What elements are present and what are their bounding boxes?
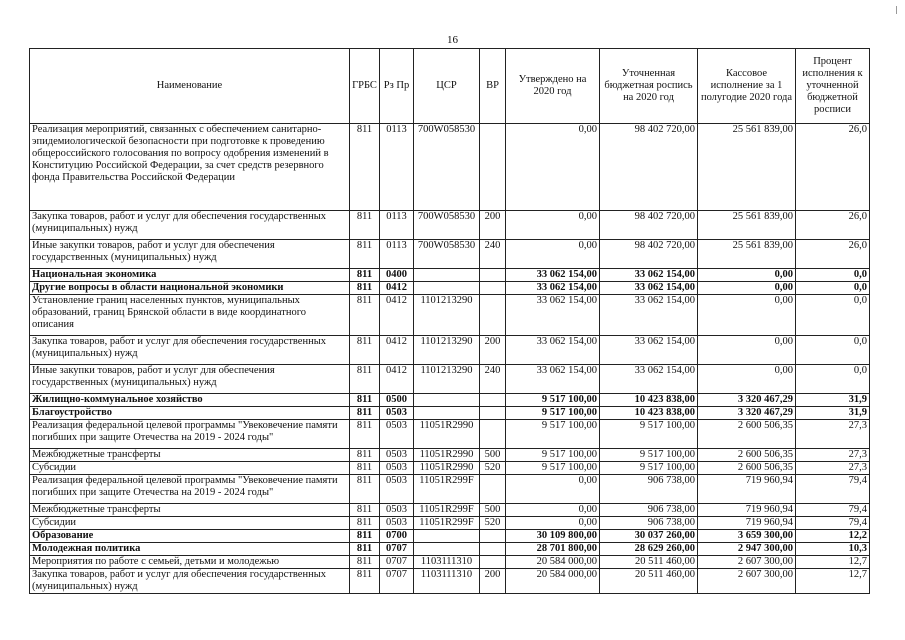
cell-approved: 9 517 100,00: [506, 462, 600, 475]
cell-csr: 700W058530: [414, 124, 480, 211]
cell-approved: 33 062 154,00: [506, 336, 600, 365]
cell-percent: 27,3: [796, 462, 870, 475]
table-row: [30, 240, 870, 269]
cell-grbs: 811: [350, 462, 380, 475]
cell-vr: 500: [480, 449, 506, 462]
cell-approved: 9 517 100,00: [506, 394, 600, 407]
cell-cash: 0,00: [698, 365, 796, 394]
header-approved: Утверждено на 2020 год: [506, 49, 600, 124]
cell-rzpr: 0707: [380, 543, 414, 556]
cell-vr: 200: [480, 211, 506, 240]
cell-grbs: 811: [350, 504, 380, 517]
cell-percent: 31,9: [796, 407, 870, 420]
cell-cash: 3 320 467,29: [698, 394, 796, 407]
cell-vr: 520: [480, 462, 506, 475]
cell-vr: [480, 420, 506, 449]
cell-csr: 700W058530: [414, 211, 480, 240]
cell-cash: 2 600 506,35: [698, 449, 796, 462]
table-row: [30, 504, 870, 517]
cell-rzpr: 0400: [380, 269, 414, 282]
cell-csr: [414, 407, 480, 420]
table-row: [30, 394, 870, 407]
cell-name: Реализация федеральной целевой программы "Увековечение памяти погибших при защите Отечества на 2019 - 2024 годы": [30, 475, 350, 504]
cell-grbs: 811: [350, 569, 380, 594]
cell-vr: [480, 530, 506, 543]
table-row: [30, 543, 870, 556]
cell-percent: 0,0: [796, 282, 870, 295]
cell-name: Закупка товаров, работ и услуг для обеспечения государственных (муниципальных) нужд: [30, 336, 350, 365]
cell-refined: 33 062 154,00: [600, 282, 698, 295]
header-refined: Уточненная бюджетная роспись на 2020 год: [600, 49, 698, 124]
cell-vr: 240: [480, 240, 506, 269]
cell-rzpr: 0412: [380, 295, 414, 336]
cell-csr: 1103111310: [414, 569, 480, 594]
cell-approved: 30 109 800,00: [506, 530, 600, 543]
cell-refined: 98 402 720,00: [600, 240, 698, 269]
table-header-row: [30, 49, 870, 124]
table-body: [30, 124, 870, 594]
cell-approved: 20 584 000,00: [506, 556, 600, 569]
cell-approved: 0,00: [506, 211, 600, 240]
cell-cash: 0,00: [698, 269, 796, 282]
cell-cash: 25 561 839,00: [698, 240, 796, 269]
table-row: [30, 407, 870, 420]
cell-csr: 11051R299F: [414, 504, 480, 517]
cell-rzpr: 0707: [380, 556, 414, 569]
cell-percent: 12,7: [796, 569, 870, 594]
cell-cash: 2 607 300,00: [698, 569, 796, 594]
header-vr: ВР: [480, 49, 506, 124]
cell-vr: 240: [480, 365, 506, 394]
cell-rzpr: 0503: [380, 449, 414, 462]
cell-percent: 26,0: [796, 211, 870, 240]
cell-cash: 2 600 506,35: [698, 462, 796, 475]
cell-name: Другие вопросы в области национальной экономики: [30, 282, 350, 295]
cell-cash: 2 600 506,35: [698, 420, 796, 449]
cell-cash: 3 320 467,29: [698, 407, 796, 420]
cell-csr: 1103111310: [414, 556, 480, 569]
table-row: [30, 295, 870, 336]
cell-refined: 98 402 720,00: [600, 124, 698, 211]
cell-csr: 11051R2990: [414, 462, 480, 475]
cell-name: Установление границ населенных пунктов, муниципальных образований, границ Брянской области в виде координатного описания: [30, 295, 350, 336]
cell-refined: 10 423 838,00: [600, 407, 698, 420]
cell-csr: [414, 282, 480, 295]
cell-grbs: 811: [350, 530, 380, 543]
cell-cash: 719 960,94: [698, 475, 796, 504]
cell-csr: [414, 394, 480, 407]
cell-csr: 11051R299F: [414, 475, 480, 504]
cell-percent: 27,3: [796, 449, 870, 462]
cell-refined: 28 629 260,00: [600, 543, 698, 556]
cell-refined: 906 738,00: [600, 504, 698, 517]
cell-grbs: 811: [350, 517, 380, 530]
header-grbs: ГРБС: [350, 49, 380, 124]
cell-percent: 79,4: [796, 475, 870, 504]
page-number: 16: [447, 34, 458, 46]
cell-name: Межбюджетные трансферты: [30, 449, 350, 462]
cell-refined: 9 517 100,00: [600, 462, 698, 475]
cell-approved: 33 062 154,00: [506, 295, 600, 336]
cell-rzpr: 0412: [380, 336, 414, 365]
cell-percent: 0,0: [796, 295, 870, 336]
cell-approved: 9 517 100,00: [506, 420, 600, 449]
cell-rzpr: 0503: [380, 407, 414, 420]
cell-vr: [480, 543, 506, 556]
cell-rzpr: 0113: [380, 124, 414, 211]
cell-vr: [480, 556, 506, 569]
cell-cash: 0,00: [698, 336, 796, 365]
cell-vr: [480, 407, 506, 420]
cell-grbs: 811: [350, 449, 380, 462]
header-rzpr: Рз Пр: [380, 49, 414, 124]
cell-name: Молодежная политика: [30, 543, 350, 556]
cell-refined: 9 517 100,00: [600, 420, 698, 449]
cell-approved: 0,00: [506, 240, 600, 269]
cell-rzpr: 0500: [380, 394, 414, 407]
cell-vr: [480, 282, 506, 295]
cell-percent: 0,0: [796, 365, 870, 394]
cell-approved: 0,00: [506, 124, 600, 211]
table-row: [30, 569, 870, 594]
cell-name: Закупка товаров, работ и услуг для обеспечения государственных (муниципальных) нужд: [30, 569, 350, 594]
cell-name: Закупка товаров, работ и услуг для обеспечения государственных (муниципальных) нужд: [30, 211, 350, 240]
cell-csr: 1101213290: [414, 336, 480, 365]
cell-approved: 33 062 154,00: [506, 365, 600, 394]
table-row: [30, 420, 870, 449]
cell-refined: 98 402 720,00: [600, 211, 698, 240]
cell-name: Субсидии: [30, 462, 350, 475]
cell-refined: 906 738,00: [600, 475, 698, 504]
cell-cash: 25 561 839,00: [698, 124, 796, 211]
table-row: [30, 269, 870, 282]
table-row: [30, 336, 870, 365]
cell-cash: 3 659 300,00: [698, 530, 796, 543]
cell-grbs: 811: [350, 556, 380, 569]
cell-vr: [480, 269, 506, 282]
cell-csr: 11051R2990: [414, 449, 480, 462]
cell-approved: 9 517 100,00: [506, 449, 600, 462]
cell-rzpr: 0503: [380, 462, 414, 475]
cell-approved: 0,00: [506, 475, 600, 504]
cell-rzpr: 0503: [380, 420, 414, 449]
cell-percent: 0,0: [796, 336, 870, 365]
cell-refined: 20 511 460,00: [600, 569, 698, 594]
cell-csr: 1101213290: [414, 295, 480, 336]
cell-percent: 12,2: [796, 530, 870, 543]
cell-rzpr: 0412: [380, 282, 414, 295]
table-row: [30, 556, 870, 569]
table-row: [30, 462, 870, 475]
cell-approved: 33 062 154,00: [506, 282, 600, 295]
cell-grbs: 811: [350, 475, 380, 504]
cell-grbs: 811: [350, 282, 380, 295]
cell-percent: 10,3: [796, 543, 870, 556]
cell-approved: 20 584 000,00: [506, 569, 600, 594]
cell-vr: 520: [480, 517, 506, 530]
cell-name: Благоустройство: [30, 407, 350, 420]
cell-refined: 10 423 838,00: [600, 394, 698, 407]
cell-rzpr: 0503: [380, 517, 414, 530]
table-row: [30, 475, 870, 504]
cell-csr: [414, 269, 480, 282]
cell-vr: 200: [480, 569, 506, 594]
cell-approved: 0,00: [506, 517, 600, 530]
cell-rzpr: 0700: [380, 530, 414, 543]
table-row: [30, 124, 870, 211]
budget-execution-table: [29, 48, 870, 594]
cell-approved: 9 517 100,00: [506, 407, 600, 420]
table-row: [30, 211, 870, 240]
cell-name: Иные закупки товаров, работ и услуг для обеспечения государственных (муниципальных) нужд: [30, 365, 350, 394]
cell-csr: 11051R2990: [414, 420, 480, 449]
header-percent: Процент исполнения к уточненной бюджетной росписи: [796, 49, 870, 124]
header-csr: ЦСР: [414, 49, 480, 124]
cell-grbs: 811: [350, 269, 380, 282]
cell-refined: 33 062 154,00: [600, 269, 698, 282]
cell-approved: 28 701 800,00: [506, 543, 600, 556]
cell-grbs: 811: [350, 407, 380, 420]
cell-vr: 500: [480, 504, 506, 517]
cell-refined: 906 738,00: [600, 517, 698, 530]
cell-grbs: 811: [350, 420, 380, 449]
cell-approved: 33 062 154,00: [506, 269, 600, 282]
cell-vr: [480, 475, 506, 504]
cell-csr: 11051R299F: [414, 517, 480, 530]
cell-grbs: 811: [350, 240, 380, 269]
cell-percent: 26,0: [796, 124, 870, 211]
cell-grbs: 811: [350, 394, 380, 407]
cell-cash: 2 947 300,00: [698, 543, 796, 556]
cell-rzpr: 0503: [380, 504, 414, 517]
scan-edge-mark: [896, 6, 897, 14]
cell-refined: 33 062 154,00: [600, 295, 698, 336]
cell-rzpr: 0412: [380, 365, 414, 394]
cell-rzpr: 0707: [380, 569, 414, 594]
cell-rzpr: 0113: [380, 240, 414, 269]
cell-refined: 20 511 460,00: [600, 556, 698, 569]
cell-vr: [480, 124, 506, 211]
cell-name: Жилищно-коммунальное хозяйство: [30, 394, 350, 407]
table-row: [30, 517, 870, 530]
cell-name: Реализация мероприятий, связанных с обеспечением санитарно-эпидемиологической безопасности при подготовке к проведению общероссийского голосования по вопросу одобрения изменений в Конституцию Российской Федерации, за счет средств резервного фонда Правительства Российской Федерации: [30, 124, 350, 211]
cell-cash: 719 960,94: [698, 517, 796, 530]
cell-grbs: 811: [350, 336, 380, 365]
cell-percent: 27,3: [796, 420, 870, 449]
cell-csr: 1101213290: [414, 365, 480, 394]
cell-grbs: 811: [350, 543, 380, 556]
cell-csr: [414, 543, 480, 556]
header-cash: Кассовое исполнение за 1 полугодие 2020 года: [698, 49, 796, 124]
cell-name: Образование: [30, 530, 350, 543]
cell-cash: 2 607 300,00: [698, 556, 796, 569]
cell-name: Межбюджетные трансферты: [30, 504, 350, 517]
cell-percent: 31,9: [796, 394, 870, 407]
cell-csr: [414, 530, 480, 543]
cell-rzpr: 0113: [380, 211, 414, 240]
cell-percent: 26,0: [796, 240, 870, 269]
cell-refined: 30 037 260,00: [600, 530, 698, 543]
cell-csr: 700W058530: [414, 240, 480, 269]
cell-name: Субсидии: [30, 517, 350, 530]
cell-cash: 0,00: [698, 295, 796, 336]
table-row: [30, 449, 870, 462]
cell-name: Национальная экономика: [30, 269, 350, 282]
table-row: [30, 365, 870, 394]
cell-grbs: 811: [350, 211, 380, 240]
cell-cash: 719 960,94: [698, 504, 796, 517]
cell-refined: 9 517 100,00: [600, 449, 698, 462]
table-row: [30, 282, 870, 295]
cell-refined: 33 062 154,00: [600, 336, 698, 365]
cell-vr: [480, 295, 506, 336]
cell-refined: 33 062 154,00: [600, 365, 698, 394]
cell-grbs: 811: [350, 365, 380, 394]
cell-name: Реализация федеральной целевой программы "Увековечение памяти погибших при защите Отечества на 2019 - 2024 годы": [30, 420, 350, 449]
cell-cash: 25 561 839,00: [698, 211, 796, 240]
cell-percent: 79,4: [796, 504, 870, 517]
cell-grbs: 811: [350, 295, 380, 336]
cell-approved: 0,00: [506, 504, 600, 517]
header-name: Наименование: [30, 49, 350, 124]
table-row: [30, 530, 870, 543]
cell-percent: 0,0: [796, 269, 870, 282]
cell-grbs: 811: [350, 124, 380, 211]
cell-cash: 0,00: [698, 282, 796, 295]
cell-rzpr: 0503: [380, 475, 414, 504]
cell-percent: 12,7: [796, 556, 870, 569]
cell-vr: [480, 394, 506, 407]
cell-vr: 200: [480, 336, 506, 365]
cell-name: Иные закупки товаров, работ и услуг для обеспечения государственных (муниципальных) нужд: [30, 240, 350, 269]
cell-percent: 79,4: [796, 517, 870, 530]
cell-name: Мероприятия по работе с семьей, детьми и молодежью: [30, 556, 350, 569]
